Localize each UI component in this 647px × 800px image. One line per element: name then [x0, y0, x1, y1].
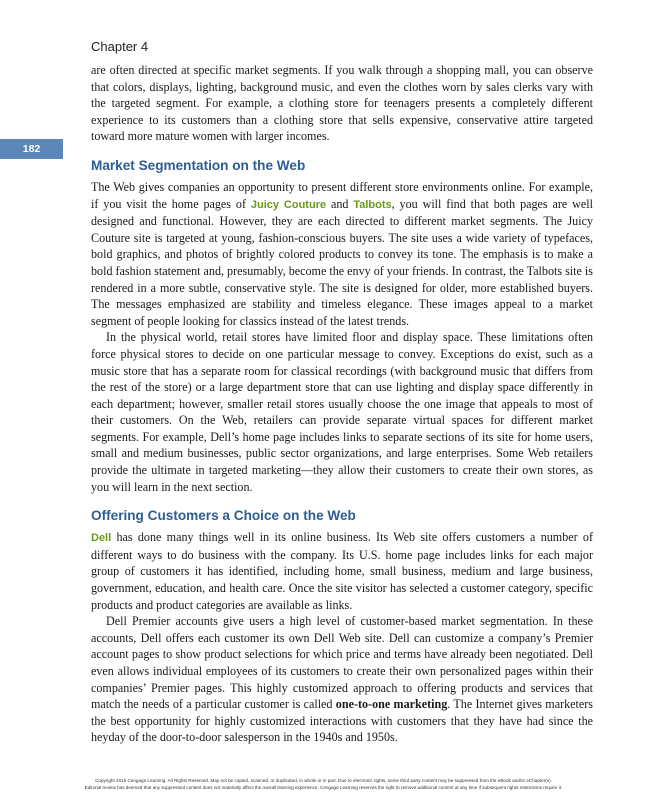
text-run: has done many things well in its online business. Its Web site offers customers a number of different ways to do business with the company. Its U.S. home page includes links for each major group of customers it has identified, including home, small business, medium and large business, government, education, and health care. Once the site visitor has selected a customer category, specific products and product categories are available as links. [91, 530, 593, 612]
page-content [91, 62, 593, 746]
juicy-couture-link[interactable]: Juicy Couture [250, 198, 327, 211]
talbots-link[interactable]: Talbots [353, 198, 392, 211]
section-heading-market-segmentation: Market Segmentation on the Web [91, 157, 306, 173]
intro-paragraph: are often directed at specific market segments. If you walk through a shopping mall, you can observe that colors, displays, lighting, background music, and even the clothes worn by sales clerks vary with the targeted segment. For example, a clothing store for teenagers presents a completely different experience to its customers than a clothing store that sells expensive, conservative attire targeted toward more mature women with larger incomes. [91, 63, 593, 144]
text-run: The Web gives companies an opportunity to present different store environments online. For example, if you visit the home pages of [91, 179, 593, 211]
section1-paragraph-2: In the physical world, retail stores have limited floor and display space. These limitations often force physical stores to decide on one particular message to convey. Exceptions do exist, such as a music store that has a separate room for classical recordings (with background music that differs from the rest of the store) or a large department store that can use lighting and display space differently in each department; however, smaller retail stores usually choose the one image that appeals to most of their customers. On the Web, retailers can provide separate virtual spaces for different market segments. For example, Dell’s home page includes links to separate sections of its site for home users, small and medium businesses, public sector organizations, and large enterprises. Some Web retailers provide the ultimate in targeted marketing—they allow their customers to create their own stores, as you will learn in the next section. [91, 330, 593, 494]
copyright-footer [0, 777, 647, 791]
chapter-label: Chapter 4 [91, 39, 149, 54]
text-run: . The Internet gives marketers the best opportunity for highly customized interactions with customers that they have had since the heyday of the door-to-door salesperson in the 1940s and 1950s. [91, 697, 593, 745]
section2-paragraph-2 [91, 613, 593, 746]
copyright-line-2: Editorial review has deemed that any suppressed content does not materially affect the overall learning experience. Cengage Learning reserves the right to remove additional content at any time if subsequent rights restrictions require it. [84, 785, 563, 790]
copyright-line-1: Copyright 2015 Cengage Learning. All Rights Reserved. May not be copied, scanned, or duplicated, in whole or in part. Due to electronic rights, some third party content may be suppressed from the eBook and/or eChapter(s). [95, 778, 552, 783]
section-heading-offering-choice: Offering Customers a Choice on the Web [91, 508, 356, 524]
text-run: Dell Premier accounts give users a high level of customer-based market segmentation. In these accounts, Dell offers each customer its own Dell Web site. Dell can customize a company’s Premier account pages to show product selections for which price and terms have already been negotiated. Dell even allows individual employees of its customers to create their own personalized pages within their companies’ Premier pages. This highly customized approach to offering products and services that match the needs of a particular customer is called [91, 614, 593, 712]
text-run: and [326, 196, 354, 211]
key-term-one-to-one-marketing: one-to-one marketing [335, 697, 448, 712]
section1-paragraph-1 [91, 179, 593, 329]
page-number-badge: 182 [0, 139, 63, 159]
dell-link[interactable]: Dell [91, 532, 112, 545]
text-run: , you will find that both pages are well designed and functional. However, they are each directed to different market segments. The Juicy Couture site is targeted at young, fashion-conscious buyers. The site uses a wide variety of typefaces, bold graphics, and photos of brightly colored products to convey its tone. The emphasis is to make a bold fashion statement and, presumably, become the envy of your friends. In contrast, the Talbots site is rendered in a more subtle, conservative style. The site is designed for older, more established buyers. The messages emphasized are stability and timeless elegance. These images appeal to a market segment of people looking for classics instead of the latest trends. [91, 196, 593, 328]
section2-paragraph-1 [91, 529, 593, 613]
